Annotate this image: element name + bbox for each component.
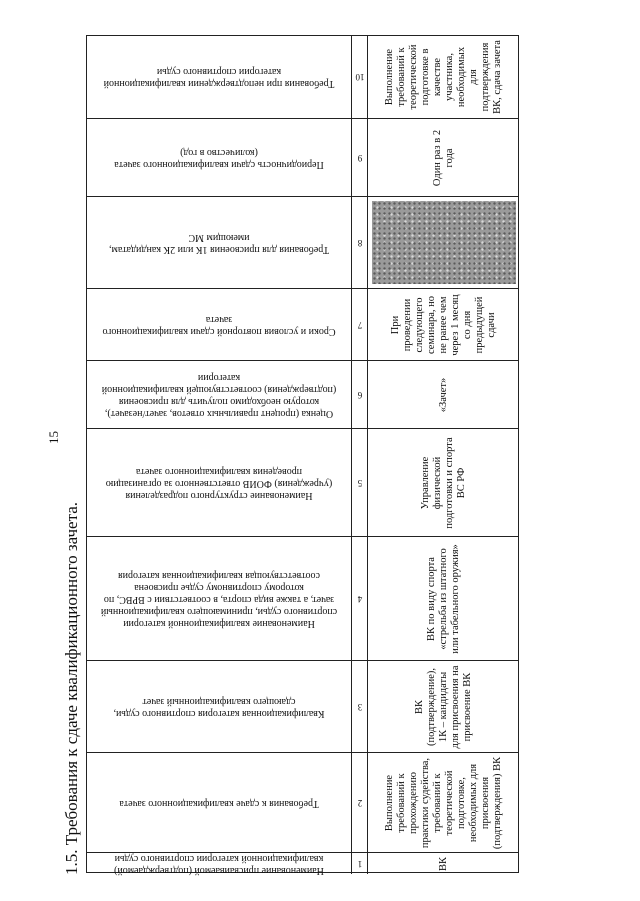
column-heading: Наименование квалификационной категории спортивного судьи, принимающего квалификационный зачет, а также вида спорта, в соответствии с ВРВС, по которому спортивному судье присвоена соответствующая квалификационная категория xyxy=(100,569,338,629)
column-number: 7 xyxy=(357,319,362,330)
column-number: 6 xyxy=(357,389,362,400)
table-column-8 xyxy=(87,196,518,288)
column-heading: Требования для присвоения 1К или 2К кандидатам, имеющим МС xyxy=(109,231,329,255)
column-number: 2 xyxy=(357,797,362,808)
column-number: 8 xyxy=(357,237,362,248)
column-heading: Наименование структурного подразделения (учреждения) ФОИВ ответственного за организацию проведения квалификационного зачета xyxy=(105,465,333,501)
table-column-6 xyxy=(87,360,518,428)
table-column-3 xyxy=(87,660,518,752)
qualification-table xyxy=(86,35,519,876)
table-column-4 xyxy=(87,536,518,660)
column-value: Выполнение требований к прохождению практики судейства, требований к теоретической подготовке, необходимых для присвоения (подтверждения) ВК xyxy=(384,756,503,849)
column-value: ВК (подтверждение), 1К – кандидаты для присвоения на присвоение ВК xyxy=(414,664,473,749)
table-column-5 xyxy=(87,428,518,536)
column-value: Выполнение требований к теоретической подготовке в качестве участника, необходимых для подтверждения ВК, сдача зачета xyxy=(384,40,503,114)
column-value: ВК по виду спорта «стрельба из штатного или табельного оружия» xyxy=(426,543,461,654)
column-heading: Требования к сдаче квалификационного зачета xyxy=(119,797,319,809)
column-number: 5 xyxy=(357,477,362,488)
table-column-9 xyxy=(87,118,518,196)
table-column-10 xyxy=(87,36,518,118)
shaded-cell xyxy=(372,201,516,284)
column-heading: Оценка (процент правильных ответов, зачет/незачет), которую необходимо получить для присвоения (подтверждения) соответствующей квалификационной категории xyxy=(101,371,337,419)
column-heading: Квалификационная категория спортивного судьи, сдающего квалификационный зачет xyxy=(113,695,325,719)
section-title: 1.5. Требования к сдаче квалификационного зачета. xyxy=(62,501,81,875)
column-value: Управление физической подготовки и спорта ВС РФ xyxy=(420,436,467,529)
column-number: 1 xyxy=(357,858,362,869)
column-value: ВК xyxy=(438,856,449,871)
column-number: 10 xyxy=(355,72,364,82)
column-value: «Зачет» xyxy=(438,377,449,412)
column-number: 4 xyxy=(357,593,362,604)
column-heading: Требования при неподтверждении квалификационной категории спортивного судьи xyxy=(103,66,335,89)
column-number: 3 xyxy=(357,701,362,712)
column-value: Один раз в 2 года xyxy=(432,129,455,186)
column-heading: Сроки и условия повторной сдачи квалификационного зачета xyxy=(102,313,336,337)
column-value: При проведении следующего семинара, но не ранее чем через 1 месяц со дня предыдущей сдачи xyxy=(390,293,497,356)
table-column-7 xyxy=(87,288,518,360)
column-heading: Наименование присваиваемой (подтверждаемой) квалификационной категории спортивного судьи xyxy=(114,852,324,876)
table-column-2 xyxy=(87,752,518,852)
column-heading: Периодичность сдачи квалификационного зачета (количество в год) xyxy=(114,146,324,170)
column-number: 9 xyxy=(357,152,362,163)
table-column-1 xyxy=(87,852,518,874)
page-number: 15 xyxy=(46,431,61,444)
